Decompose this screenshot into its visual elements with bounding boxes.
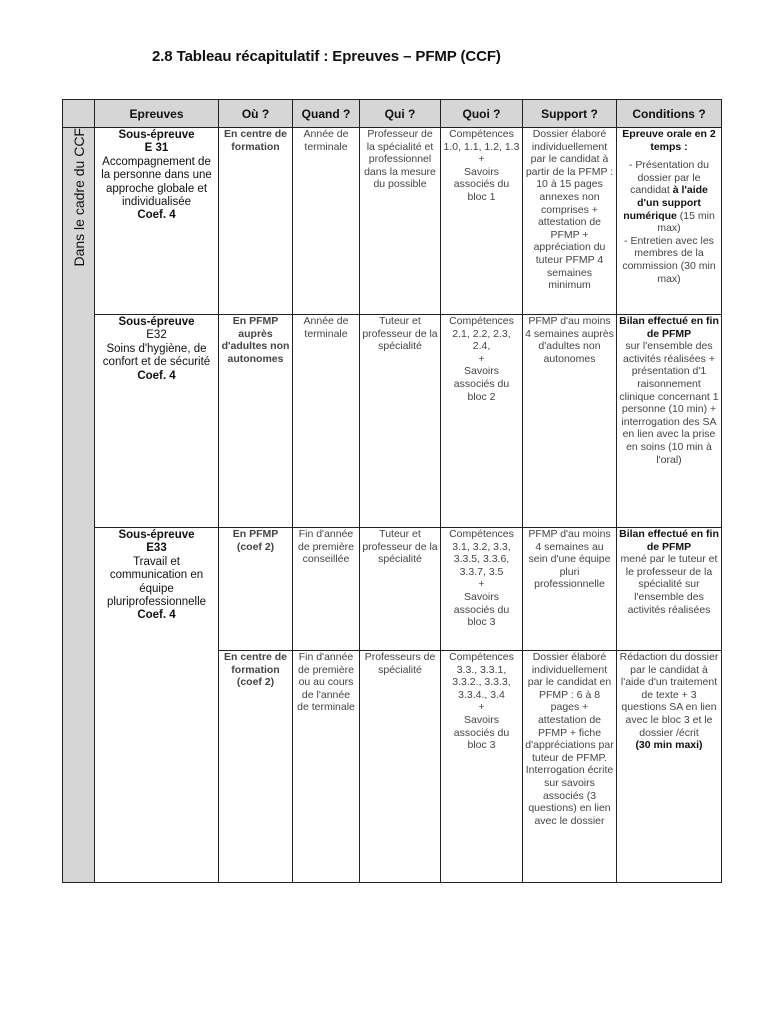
quoi-cell — [441, 128, 523, 315]
conditions-cell — [617, 528, 722, 651]
header-epreuves: Epreuves — [95, 100, 219, 128]
quoi-competences: Compétences 2.1, 2.2, 2.3, 2.4, — [449, 315, 514, 353]
conditions-head: Epreuve orale en 2 temps : — [622, 128, 716, 153]
header-quand: Quand ? — [293, 100, 360, 128]
conditions-part1: - Présentation du dossier par le candidat — [629, 159, 709, 197]
support-cell: Dossier élaboré individuellement par le candidat à partir de la PFMP : 10 à 15 pages annexes non comprises + attestation de PFMP + appréciation du tuteur PFMP 4 semaines minimum — [523, 128, 617, 315]
quand-cell: Année de terminale — [293, 128, 360, 315]
side-label: Dans le cadre du CCF — [70, 128, 87, 267]
epreuve-coef: Coef. 4 — [137, 209, 176, 222]
header-quoi: Quoi ? — [441, 100, 523, 128]
conditions-body: Rédaction du dossier par le candidat à l'aide d'un traitement de texte + 3 questions SA en lien avec le bloc 3 et le dossier /écrit — [619, 651, 719, 739]
quand-cell: Année de terminale — [293, 315, 360, 528]
conditions-body: sur l'ensemble des activités réalisées + présentation d'1 raisonnement clinique concernant 1 personne (10 min) + interrogation des SA en lien avec la prise en soins (10 min à l'oral) — [619, 340, 719, 466]
epreuve-code: E 31 — [144, 142, 169, 155]
quoi-savoirs: Savoirs associés du bloc 1 — [453, 165, 510, 203]
epreuve-cell — [95, 315, 219, 528]
table-row-e31 — [63, 128, 722, 315]
page-title: 2.8 Tableau récapitulatif : Epreuves – PFMP (CCF) — [152, 48, 501, 65]
ou-cell: En PFMP auprès d'adultes non autonomes — [219, 315, 293, 528]
quoi-savoirs: Savoirs associés du bloc 2 — [453, 365, 510, 403]
qui-cell: Professeur de la spécialité et professionnel dans la mesure du possible — [360, 128, 441, 315]
support-cell: PFMP d'au moins 4 semaines au sein d'une équipe pluri professionnelle — [523, 528, 617, 651]
support-cell: Dossier élaboré individuellement par le candidat en PFMP : 6 à 8 pages + attestation de PFMP + fiche d'appréciations par tuteur de PFMP. Interrogation écrite sur savoirs associés (3 questions) en lien avec le dossier — [523, 651, 617, 883]
conditions-part2: - Entretien avec les membres de la commission (30 min max) — [622, 234, 716, 285]
quoi-plus: + — [478, 701, 485, 714]
epreuve-title: Soins d'hygiène, de confort et de sécurité — [102, 342, 211, 369]
header-qui: Qui ? — [360, 100, 441, 128]
quoi-competences: Compétences 1.0, 1.1, 1.2, 1.3 — [443, 128, 520, 153]
quoi-savoirs: Savoirs associés du bloc 3 — [453, 713, 510, 752]
quand-cell: Fin d'année de première conseillée — [293, 528, 360, 651]
header-corner — [63, 100, 95, 128]
side-label-cell — [63, 128, 95, 883]
qui-cell: Tuteur et professeur de la spécialité — [360, 528, 441, 651]
header-conditions: Conditions ? — [617, 100, 722, 128]
conditions-cell — [617, 651, 722, 883]
ou-cell: En PFMP (coef 2) — [219, 528, 293, 651]
epreuve-title: Accompagnement de la personne dans une approche globale et individualisée — [101, 155, 212, 209]
conditions-part1-time: (15 min max) — [657, 209, 715, 235]
conditions-body: mené par le tuteur et le professeur de la spécialité sur l'ensemble des activités réalisées — [620, 553, 718, 616]
quoi-competences: Compétences 3.1, 3.2, 3.3, 3.3.5, 3.3.6, 3.3.7, 3.5 — [449, 528, 514, 578]
header-support: Support ? — [523, 100, 617, 128]
quoi-cell — [441, 315, 523, 528]
epreuve-title: Travail et communication en équipe pluriprofessionnelle — [106, 555, 207, 609]
qui-cell: Professeurs de spécialité — [360, 651, 441, 883]
quoi-plus: + — [478, 352, 485, 365]
epreuve-code: E32 — [146, 329, 167, 342]
qui-cell: Tuteur et professeur de la spécialité — [360, 315, 441, 528]
epreuve-kind: Sous-épreuve — [118, 316, 195, 328]
header-row — [63, 100, 722, 128]
epreuve-code: E33 — [146, 542, 167, 555]
conditions-duration: (30 min maxi) — [635, 739, 703, 752]
header-ou: Où ? — [219, 100, 293, 128]
conditions-part1-bold: à l'aide d'un support numérique — [623, 184, 708, 222]
ou-cell: En centre de formation — [219, 128, 293, 315]
recap-table — [62, 99, 722, 883]
ou-cell: En centre de formation (coef 2) — [219, 651, 293, 883]
conditions-cell — [617, 315, 722, 528]
table-row-e33-pfmp — [63, 528, 722, 651]
epreuve-cell — [95, 528, 219, 883]
quoi-cell — [441, 528, 523, 651]
conditions-cell — [617, 128, 722, 315]
quoi-savoirs: Savoirs associés du bloc 3 — [453, 590, 510, 629]
support-cell: PFMP d'au moins 4 semaines auprès d'adultes non autonomes — [523, 315, 617, 528]
conditions-head: Bilan effectué en fin de PFMP — [619, 315, 719, 340]
quoi-cell — [441, 651, 523, 883]
epreuve-coef: Coef. 4 — [137, 369, 176, 382]
epreuve-cell — [95, 128, 219, 315]
quand-cell: Fin d'année de première ou au cours de l'année de terminale — [293, 651, 360, 883]
epreuve-coef: Coef. 4 — [137, 609, 176, 622]
conditions-head: Bilan effectué en fin de PFMP — [619, 528, 719, 553]
table-row-e32 — [63, 315, 722, 528]
epreuve-kind: Sous-épreuve — [118, 129, 195, 141]
quoi-competences: Compétences 3.3., 3.3.1, 3.3.2., 3.3.3, 3.3.4., 3.4 — [449, 651, 514, 701]
quoi-plus: + — [478, 578, 485, 591]
quoi-plus: + — [478, 153, 485, 166]
epreuve-kind: Sous-épreuve — [118, 529, 195, 541]
